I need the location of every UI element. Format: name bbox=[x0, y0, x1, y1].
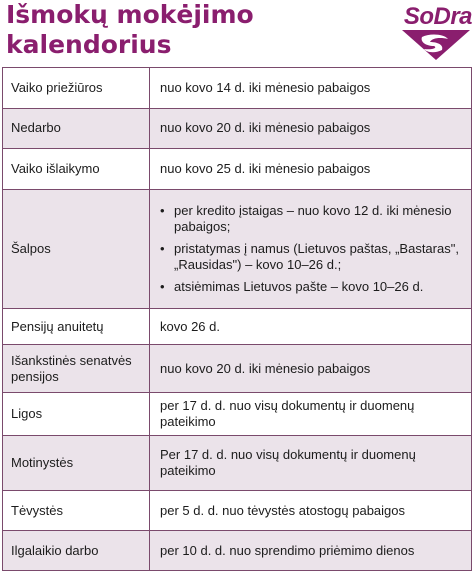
sodra-emblem-icon bbox=[400, 28, 472, 62]
benefit-name: Išankstinės senatvės pensijos bbox=[3, 345, 150, 392]
title-line-1: Išmokų mokėjimo bbox=[6, 0, 254, 29]
benefit-name: Vaiko išlaikymo bbox=[3, 148, 150, 189]
benefit-name: Tėvystės bbox=[3, 491, 150, 531]
benefit-schedule: nuo kovo 20 d. iki mėnesio pabaigos bbox=[150, 345, 472, 392]
list-item: • per kredito įstaigas – nuo kovo 12 d. iki mėnesio pabaigos; bbox=[160, 203, 461, 235]
benefit-name: Pensijų anuitetų bbox=[3, 308, 150, 345]
benefit-name: Šalpos bbox=[3, 189, 150, 308]
table-row bbox=[3, 308, 472, 345]
schedule-bullet-list bbox=[160, 203, 461, 295]
table-row bbox=[3, 392, 472, 435]
table-row bbox=[3, 531, 472, 571]
table-row bbox=[3, 68, 472, 109]
benefit-schedule: nuo kovo 25 d. iki mėnesio pabaigos bbox=[150, 148, 472, 189]
benefit-name: Ilgalaikio darbo bbox=[3, 531, 150, 571]
table-row bbox=[3, 109, 472, 149]
benefit-schedule: nuo kovo 14 d. iki mėnesio pabaigos bbox=[150, 68, 472, 109]
table-row bbox=[3, 345, 472, 392]
benefit-schedule: Per 17 d. d. nuo visų dokumentų ir duomenų pateikimo bbox=[150, 436, 472, 491]
title-line-2: kalendorius bbox=[6, 30, 172, 59]
benefit-schedule: per 5 d. d. nuo tėvystės atostogų pabaigos bbox=[150, 491, 472, 531]
benefit-schedule bbox=[150, 189, 472, 308]
benefit-schedule: nuo kovo 20 d. iki mėnesio pabaigos bbox=[150, 109, 472, 149]
benefit-name: Nedarbo bbox=[3, 109, 150, 149]
benefit-schedule: kovo 26 d. bbox=[150, 308, 472, 345]
table-row bbox=[3, 491, 472, 531]
page-title bbox=[6, 0, 254, 60]
benefit-name: Vaiko priežiūros bbox=[3, 68, 150, 109]
benefit-schedule: per 10 d. d. nuo sprendimo priėmimo dienos bbox=[150, 531, 472, 571]
table-row bbox=[3, 148, 472, 189]
sodra-logo bbox=[362, 2, 474, 62]
benefit-name: Motinystės bbox=[3, 436, 150, 491]
table-row bbox=[3, 436, 472, 491]
header bbox=[0, 0, 474, 66]
logo-text: SoDra bbox=[403, 3, 472, 30]
benefit-name: Ligos bbox=[3, 392, 150, 435]
payment-calendar-table bbox=[2, 67, 472, 571]
table-row bbox=[3, 189, 472, 308]
benefit-schedule: per 17 d. d. nuo visų dokumentų ir duomenų pateikimo bbox=[150, 392, 472, 435]
list-item: • pristatymas į namus (Lietuvos paštas, „Bastaras", „Rausidas") – kovo 10–26 d.; bbox=[160, 241, 461, 273]
list-item: • atsiėmimas Lietuvos pašte – kovo 10–26 d. bbox=[160, 279, 461, 295]
